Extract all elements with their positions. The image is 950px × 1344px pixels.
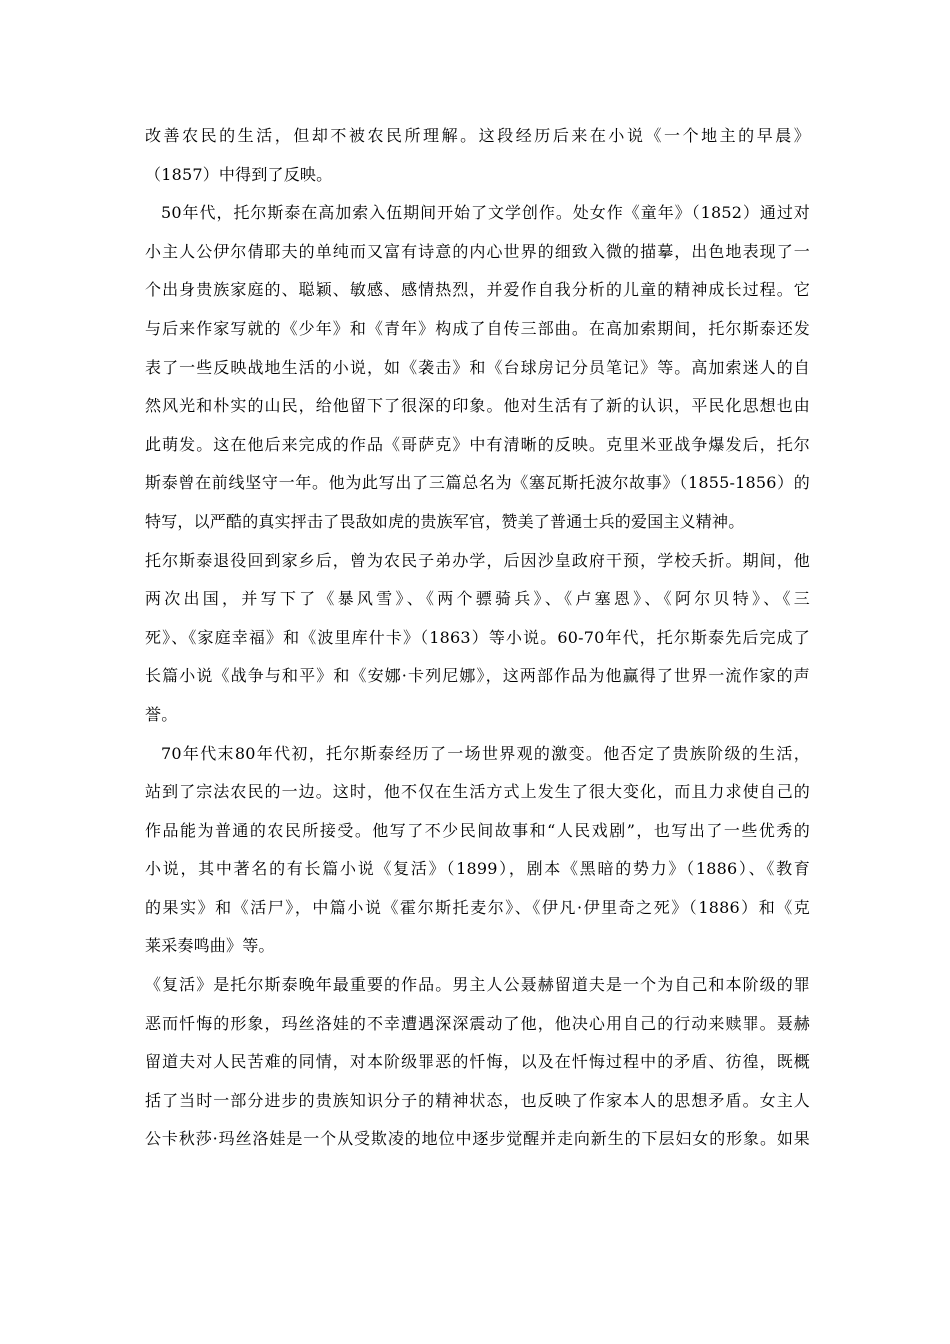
text-line: 托尔斯泰退役回到家乡后，曾为农民子弟办学，后因沙皇政府干预，学校夭折。期间，他	[145, 550, 810, 570]
text-line: 的果实》和《活尸》，中篇小说《霍尔斯托麦尔》、《伊凡·伊里奇之死》（1886）和《克	[145, 897, 810, 917]
text-line: 誉。	[145, 704, 178, 724]
text-line: 公卡秋莎·玛丝洛娃是一个从受欺凌的地位中逐步觉醒并走向新生的下层妇女的形象。如果	[145, 1129, 810, 1149]
text-line: 个出身贵族家庭的、聪颖、敏感、感情热烈，并爱作自我分析的儿童的精神成长过程。它	[145, 280, 810, 300]
body-text	[145, 117, 810, 1159]
text-line: 长篇小说《战争与和平》和《安娜·卡列尼娜》，这两部作品为他赢得了世界一流作家的声	[145, 666, 810, 686]
text-line: 与后来作家写就的《少年》和《青年》构成了自传三部曲。在高加索期间，托尔斯泰还发	[145, 318, 810, 338]
text-line: 两次出国，并写下了《暴风雪》、《两个骠骑兵》、《卢塞恩》、《阿尔贝特》、《三	[145, 589, 810, 609]
text-line: 小说，其中著名的有长篇小说《复活》（1899），剧本《黑暗的势力》（1886）、《教育	[145, 859, 810, 879]
text-line: 括了当时一部分进步的贵族知识分子的精神状态，也反映了作家本人的思想矛盾。女主人	[145, 1090, 810, 1110]
text-line: 死》、《家庭幸福》和《波里库什卡》（1863）等小说。60-70年代，托尔斯泰先后完成了	[145, 627, 810, 647]
text-line: 小主人公伊尔倩耶夫的单纯而又富有诗意的内心世界的细致入微的描摹，出色地表现了一	[145, 241, 810, 261]
text-line: 改善农民的生活，但却不被农民所理解。这段经历后来在小说《一个地主的早晨》	[145, 126, 810, 145]
text-line: 表了一些反映战地生活的小说，如《袭击》和《台球房记分员笔记》等。高加索迷人的自	[145, 357, 810, 377]
text-line: （1857）中得到了反映。	[145, 164, 333, 184]
text-line: 斯泰曾在前线坚守一年。他为此写出了三篇总名为《塞瓦斯托波尔故事》（1855-1856）的	[145, 473, 810, 493]
text-line: 特写，以严酷的真实抨击了畏敌如虎的贵族军官，赞美了普通士兵的爱国主义精神。	[145, 511, 745, 531]
text-line: 恶而忏悔的形象，玛丝洛娃的不幸遭遇深深震动了他，他决心用自己的行动来赎罪。聂赫	[145, 1013, 810, 1033]
text-line: 此萌发。这在他后来完成的作品《哥萨克》中有清晰的反映。克里米亚战争爆发后，托尔	[145, 434, 810, 454]
text-line: 作品能为普通的农民所接受。他写了不少民间故事和“人民戏剧”，也写出了一些优秀的	[145, 820, 810, 840]
text-line: 然风光和朴实的山民，给他留下了很深的印象。他对生活有了新的认识，平民化思想也由	[145, 396, 810, 416]
text-line: 50年代，托尔斯泰在高加索入伍期间开始了文学创作。处女作《童年》（1852）通过对	[161, 203, 810, 223]
text-line: 《复活》是托尔斯泰晚年最重要的作品。男主人公聂赫留道夫是一个为自己和本阶级的罪	[145, 975, 810, 995]
text-line: 留道夫对人民苦难的同情，对本阶级罪恶的忏悔，以及在忏悔过程中的矛盾、彷徨，既概	[145, 1052, 810, 1072]
text-line: 70年代末80年代初，托尔斯泰经历了一场世界观的激变。他否定了贵族阶级的生活，	[161, 743, 810, 763]
text-line: 站到了宗法农民的一边。这时，他不仅在生活方式上发生了很大变化，而且力求使自己的	[145, 782, 810, 802]
text-line: 莱采奏鸣曲》等。	[145, 936, 275, 956]
